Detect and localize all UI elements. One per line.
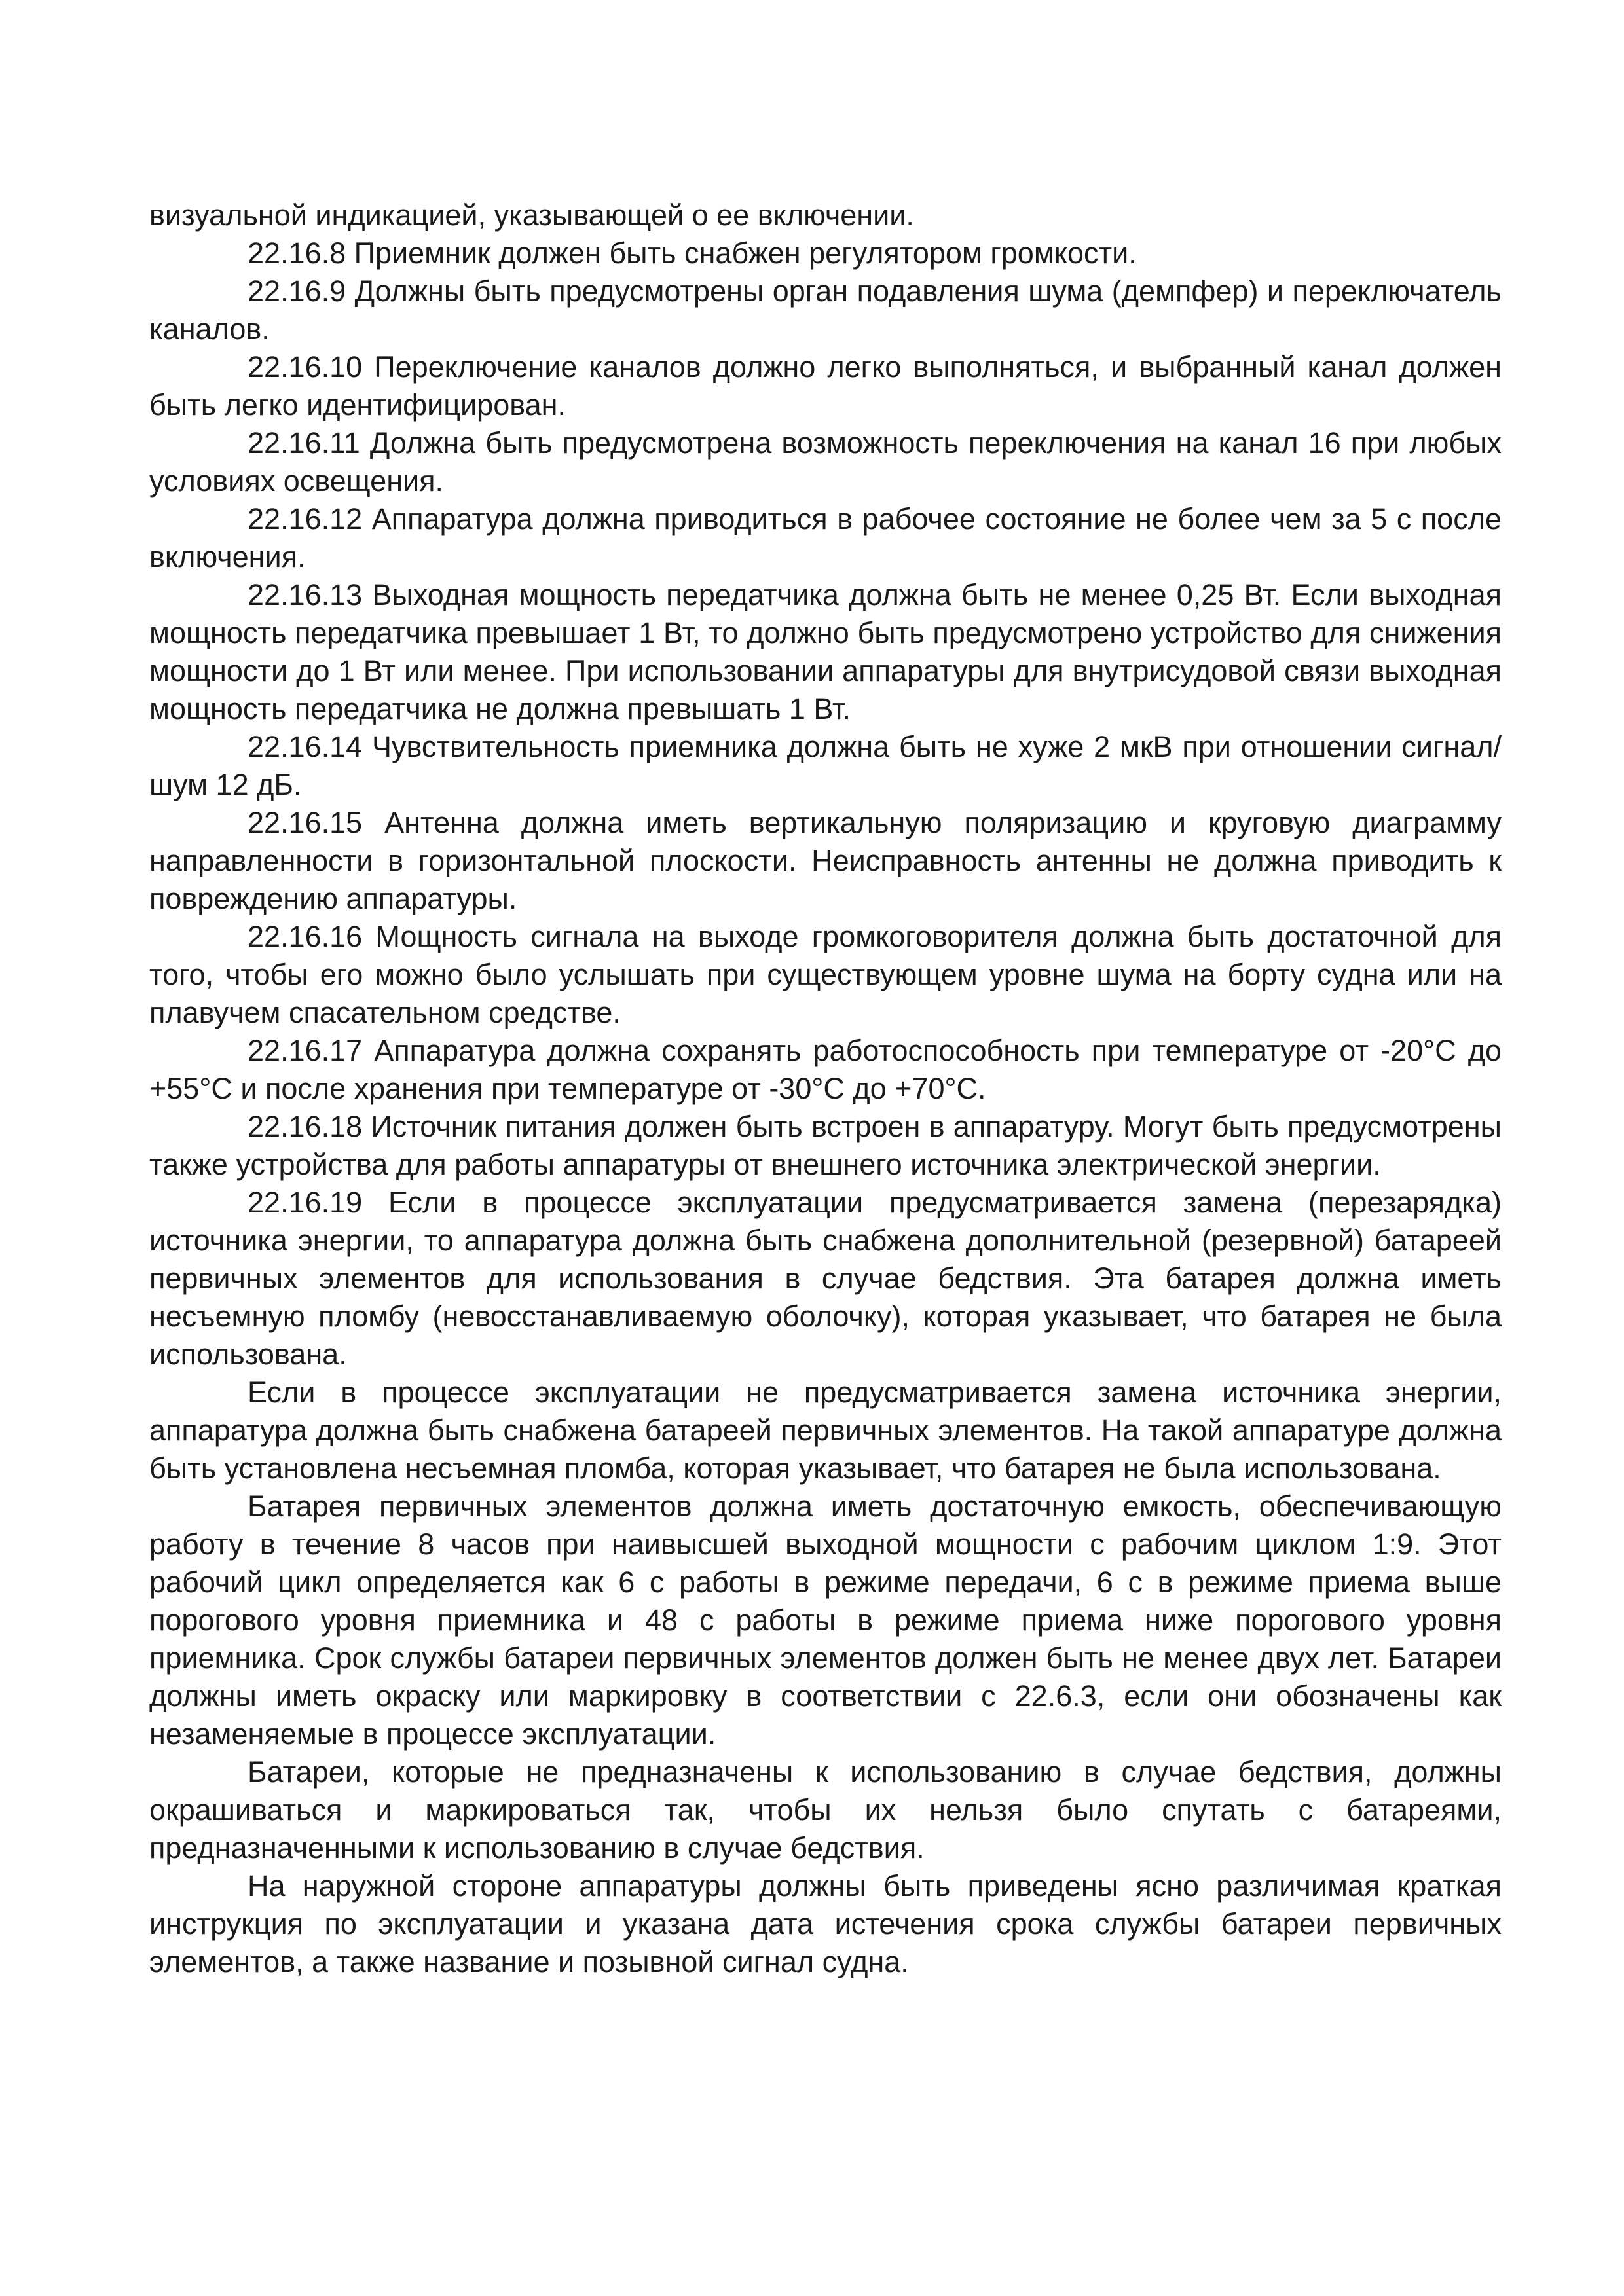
paragraph-battery-capacity: Батарея первичных элементов должна иметь достаточную емкость, обеспечивающую работу в течение 8 часов при наивысшей выходной мощности с рабочим циклом 1:9. Этот рабочий цикл определяется как 6 с работы в режиме передачи, 6 с в режиме приема выше порогового уровня приемника и 48 с работы в режиме приема ниже порогового уровня приемника. Срок службы батареи первичных элементов должен быть не менее двух лет. Батареи должны иметь окраску или маркировку в соответствии с 22.6.3, если они обозначены как незаменяемые в процессе эксплуатации. [149,1489,1502,1751]
paragraph-non-replaceable-source: Если в процессе эксплуатации не предусматривается замена источника энергии, аппаратура должна быть снабжена батареей первичных элементов. На такой аппаратуре должна быть установлена несъемная пломба, которая указывает, что батарея не была использована. [149,1376,1502,1485]
paragraph-non-distress-batteries: Батареи, которые не предназначены к использованию в случае бедствия, должны окрашиваться и маркироваться так, чтобы их нельзя было спутать с батареями, предназначенными к использованию в случае бедствия. [149,1755,1502,1865]
document-page [149,196,1502,1981]
paragraph-continuation: визуальной индикацией, указывающей о ее включении. [149,198,914,232]
paragraph-22-16-12: 22.16.12 Аппаратура должна приводиться в рабочее состояние не более чем за 5 с после включения. [149,502,1502,574]
paragraph-external-instructions: На наружной стороне аппаратуры должны быть приведены ясно различимая краткая инструкция по эксплуатации и указана дата истечения срока службы батареи первичных элементов, а также название и позывной сигнал судна. [149,1869,1502,1978]
paragraph-22-16-11: 22.16.11 Должна быть предусмотрена возможность переключения на канал 16 при любых условиях освещения. [149,426,1502,498]
paragraph-22-16-8: 22.16.8 Приемник должен быть снабжен регулятором громкости. [248,236,1137,270]
paragraph-22-16-16: 22.16.16 Мощность сигнала на выходе громкоговорителя должна быть достаточной для того, чтобы его можно было услышать при существующем уровне шума на борту судна или на плавучем спасательном средстве. [149,920,1502,1029]
paragraph-22-16-15: 22.16.15 Антенна должна иметь вертикальную поляризацию и круговую диаграмму направленности в горизонтальной плоскости. Неисправность антенны не должна приводить к повреждению аппаратуры. [149,806,1502,915]
paragraph-22-16-9: 22.16.9 Должны быть предусмотрены орган подавления шума (демпфер) и переключатель каналов. [149,274,1502,346]
paragraph-22-16-10: 22.16.10 Переключение каналов должно легко выполняться, и выбранный канал должен быть легко идентифицирован. [149,350,1502,422]
paragraph-22-16-19: 22.16.19 Если в процессе эксплуатации предусматривается замена (перезарядка) источника энергии, то аппаратура должна быть снабжена дополнительной (резервной) батареей первичных элементов для использования в случае бедствия. Эта батарея должна иметь несъемную пломбу (невосстанавливаемую оболочку), которая указывает, что батарея не была использована. [149,1186,1502,1371]
paragraph-22-16-18: 22.16.18 Источник питания должен быть встроен в аппаратуру. Могут быть предусмотрены также устройства для работы аппаратуры от внешнего источника электрической энергии. [149,1110,1502,1181]
paragraph-22-16-14: 22.16.14 Чувствительность приемника должна быть не хуже 2 мкВ при отношении сигнал/шум 12 дБ. [149,730,1502,801]
paragraph-22-16-17: 22.16.17 Аппаратура должна сохранять работоспособность при температуре от -20°С до +55°С и после хранения при температуре от -30°С до +70°С. [149,1034,1502,1105]
paragraph-22-16-13: 22.16.13 Выходная мощность передатчика должна быть не менее 0,25 Вт. Если выходная мощность передатчика превышает 1 Вт, то должно быть предусмотрено устройство для снижения мощности до 1 Вт или менее. При использовании аппаратуры для внутрисудовой связи выходная мощность передатчика не должна превышать 1 Вт. [149,578,1502,725]
